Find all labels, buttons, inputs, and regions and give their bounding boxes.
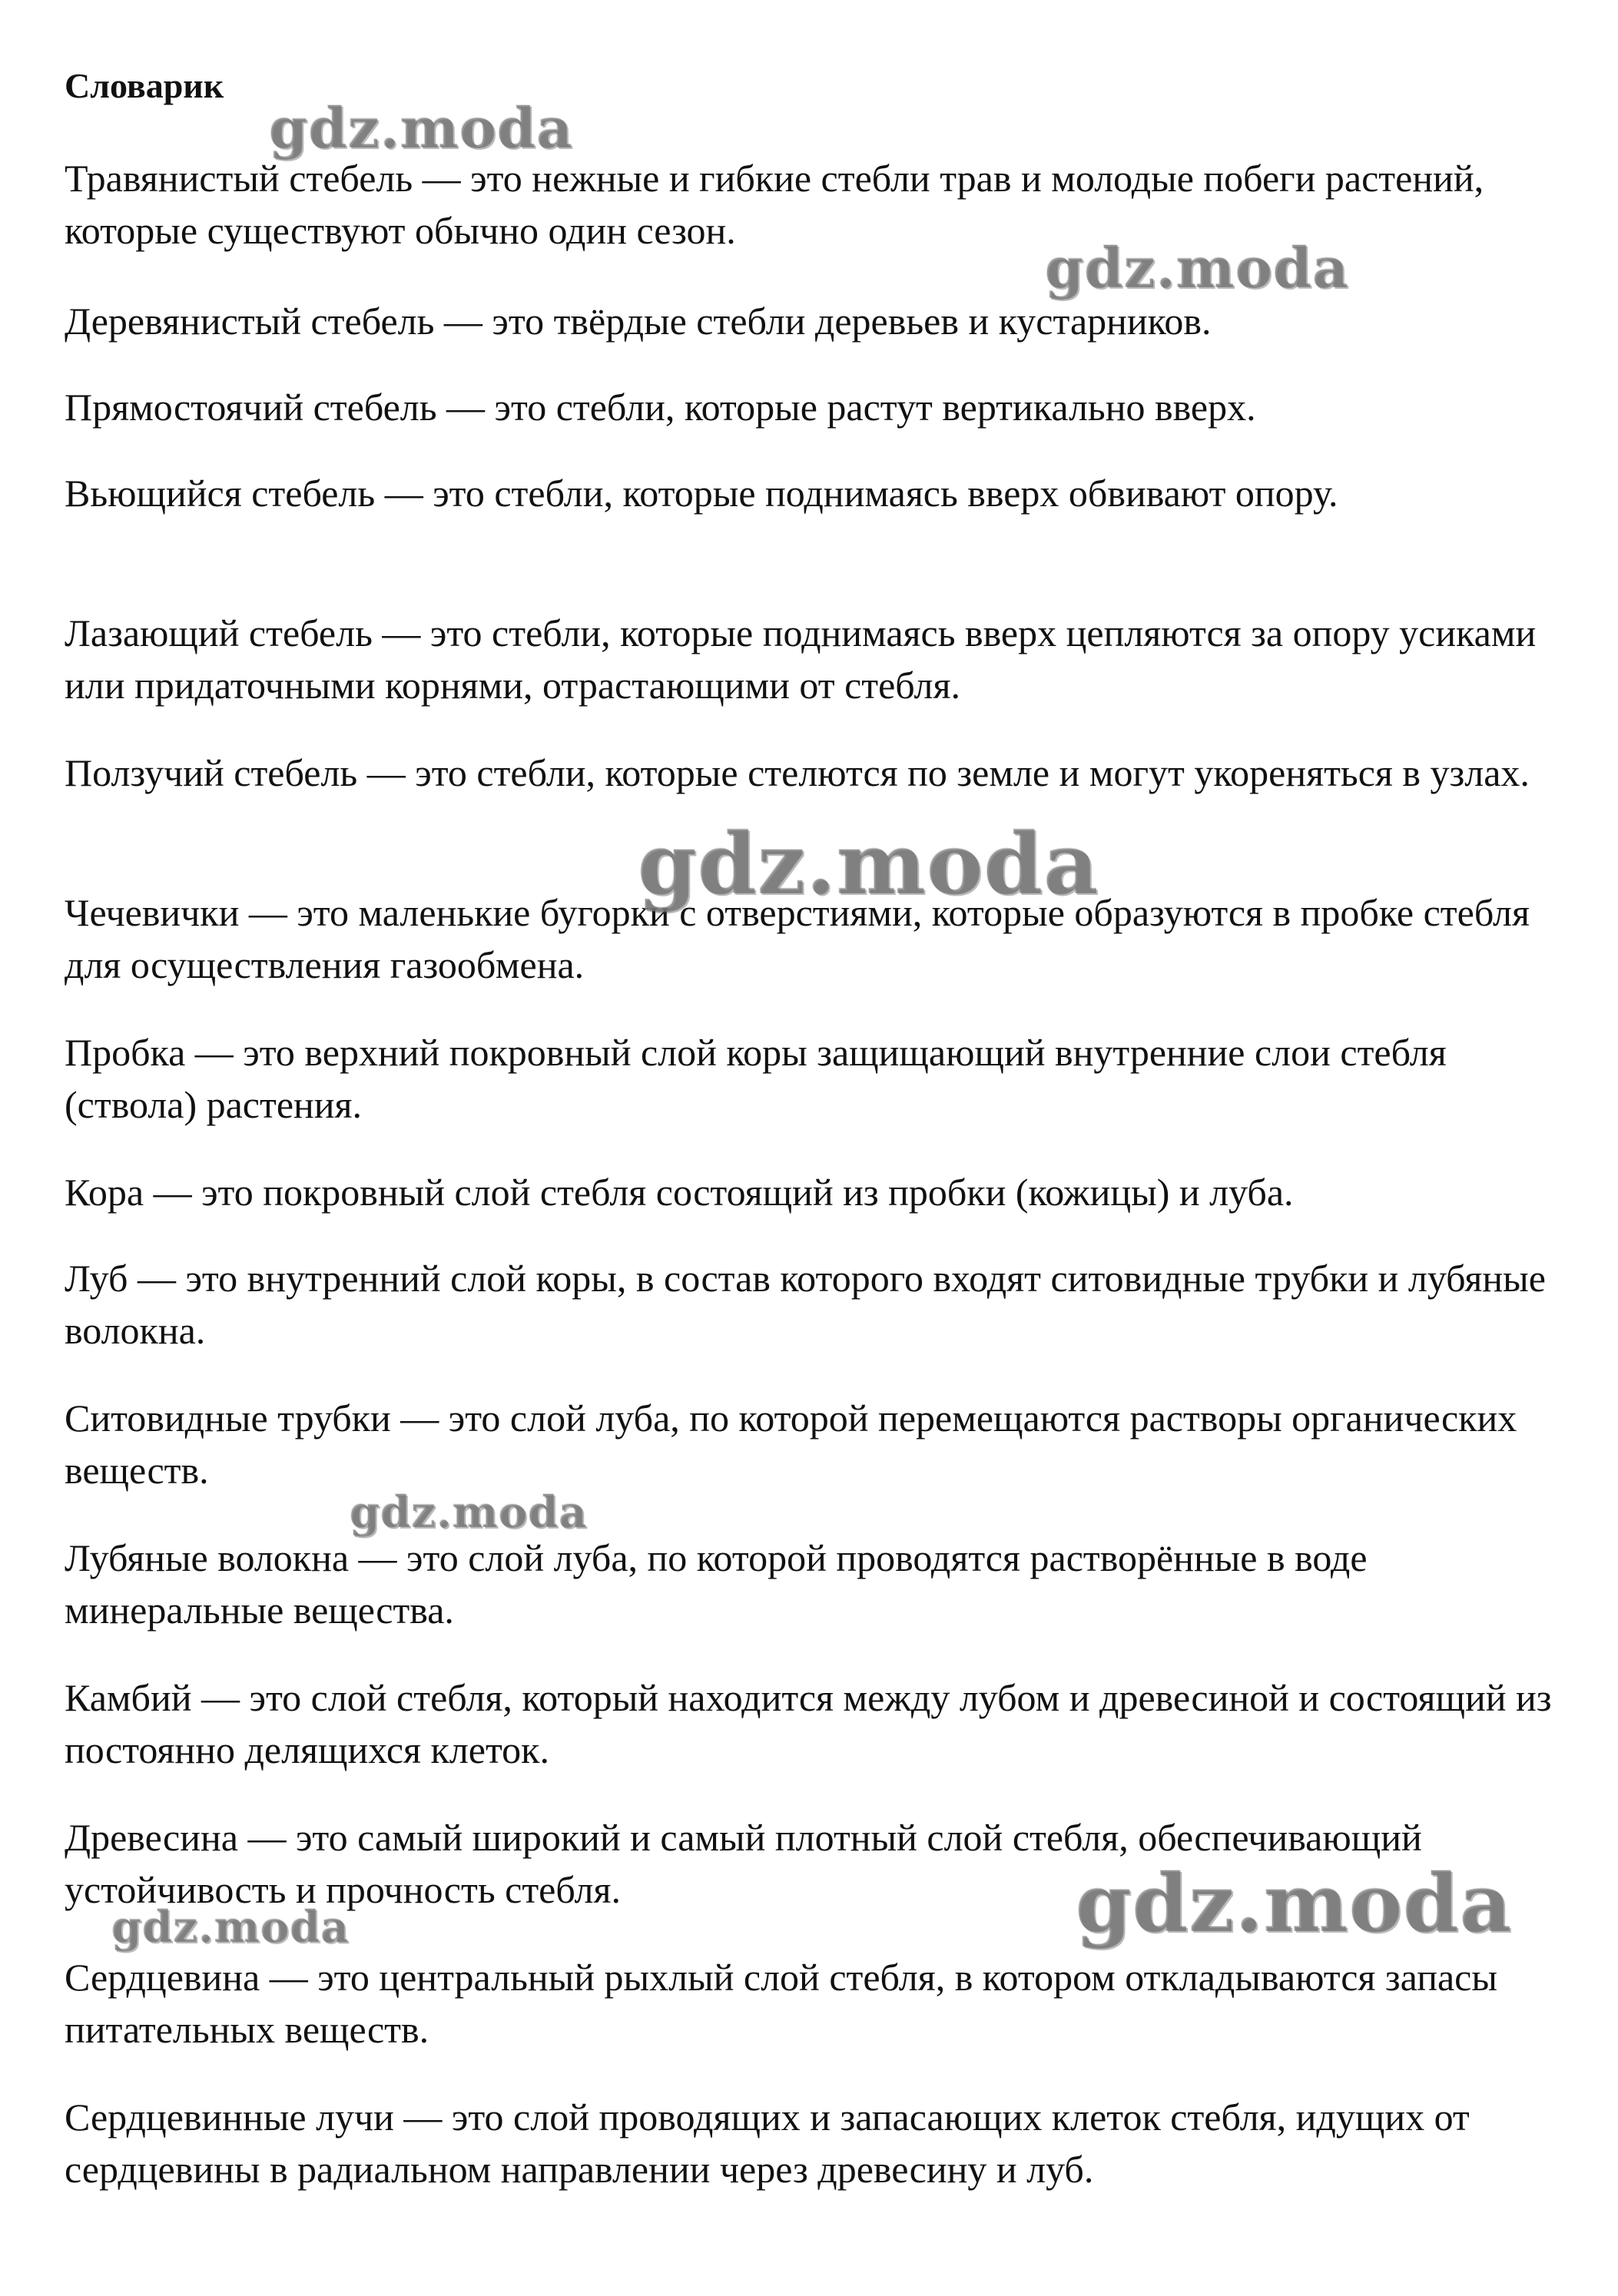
glossary-entry-sieve-tubes [65,1392,1570,1496]
entry-term: Ситовидные трубки [65,1396,391,1440]
entry-dash: — [372,611,430,654]
glossary-entry-cambium [65,1671,1570,1776]
entry-definition: это слой стебля, который находится между лубом и древесиной и состоящий из постоянно делящихся клеток. [65,1676,1552,1771]
watermark: gdz.moda [1045,235,1349,300]
entry-definition: это твёрдые стебли деревьев и кустарников. [492,300,1212,343]
entry-dash: — [237,1816,296,1859]
entry-term: Деревянистый стебель [65,300,435,343]
entry-dash: — [191,1676,250,1719]
entry-dash: — [144,1171,202,1214]
entry-dash: — [390,1396,449,1440]
entry-definition: это слой луба, по которой перемещаются растворы органических веществ. [65,1396,1517,1492]
entry-dash: — [185,1031,244,1074]
entry-definition: это стебли, которые поднимаясь вверх обвивают опору. [433,472,1338,515]
entry-term: Кора [65,1171,144,1214]
entry-definition: это внутренний слой коры, в состав которого входят ситовидные трубки и лубяные волокна. [65,1257,1546,1352]
entry-dash: — [413,157,471,200]
entry-dash: — [375,472,433,515]
entry-term: Вьющийся стебель [65,472,376,515]
entry-definition: это нежные и гибкие стебли трав и молодые побеги растений, которые существуют обычно один сезон. [65,157,1484,252]
entry-definition: это самый широкий и самый плотный слой стебля, обеспечивающий устойчивость и прочность стебля. [65,1816,1422,1911]
watermark: gdz.moda [350,1487,588,1538]
entry-term: Прямостоячий стебель [65,386,437,429]
watermark: gdz.moda [111,1902,350,1953]
glossary-entry-pith [65,1951,1570,2056]
watermark: gdz.moda [638,814,1099,913]
entry-definition: это верхний покровный слой коры защищающий внутренние слои стебля (ствола) растения. [65,1031,1447,1126]
entry-term: Травянистый стебель [65,157,413,200]
entry-term: Лазающий стебель [65,611,373,654]
entry-dash: — [393,2096,452,2139]
entry-definition: это стебли, которые поднимаясь вверх цепляются за опору усиками или придаточными корнями, отрастающими от стебля. [65,611,1537,707]
page-heading: Словарик [65,66,224,105]
watermark: gdz.moda [269,95,573,161]
glossary-entry-lenticels [65,886,1570,991]
glossary-entry-woody [65,295,1570,347]
entry-definition: это слой луба, по которой проводятся растворённые в воде минеральные вещества. [65,1536,1368,1632]
entry-definition: это маленькие бугорки с отверстиями, которые образуются в пробке стебля для осуществления газообмена. [65,891,1530,986]
entry-dash: — [260,1956,318,1999]
glossary-entry-bark [65,1166,1570,1218]
glossary-entry-creeping [65,747,1570,799]
entry-definition: это стебли, которые стелются по земле и могут укореняться в узлах. [415,751,1530,794]
entry-dash: — [349,1536,407,1579]
entry-dash: — [436,386,495,429]
entry-term: Лубяные волокна [65,1536,350,1579]
glossary-entry-climbing [65,607,1570,711]
entry-dash: — [128,1257,186,1300]
glossary-entry-phloem [65,1252,1570,1357]
glossary-entry-erect [65,381,1570,433]
entry-term: Камбий [65,1676,192,1719]
entry-dash: — [357,751,416,794]
glossary-entry-cork [65,1026,1570,1131]
entry-definition: это стебли, которые растут вертикально вверх. [494,386,1256,429]
watermark: gdz.moda [1076,1856,1513,1950]
glossary-entry-twining [65,467,1570,519]
entry-dash: — [239,891,297,934]
entry-term: Сердцевинные лучи [65,2096,394,2139]
entry-term: Ползучий стебель [65,751,358,794]
entry-definition: это покровный слой стебля состоящий из пробки (кожицы) и луба. [201,1171,1294,1214]
entry-term: Пробка [65,1031,186,1074]
entry-term: Чечевички [65,891,240,934]
glossary-entry-bast-fibers [65,1532,1570,1636]
entry-definition: это слой проводящих и запасающих клеток стебля, идущих от сердцевины в радиальном направлении через древесину и луб. [65,2096,1470,2191]
entry-dash: — [434,300,492,343]
entry-term: Сердцевина [65,1956,260,1999]
glossary-entry-herbaceous [65,152,1570,257]
entry-definition: это центральный рыхлый слой стебля, в котором откладываются запасы питательных веществ. [65,1956,1497,2051]
entry-term: Древесина [65,1816,238,1859]
glossary-entry-wood [65,1811,1570,1916]
entry-term: Луб [65,1257,128,1300]
glossary-entry-medullary-rays [65,2091,1570,2195]
